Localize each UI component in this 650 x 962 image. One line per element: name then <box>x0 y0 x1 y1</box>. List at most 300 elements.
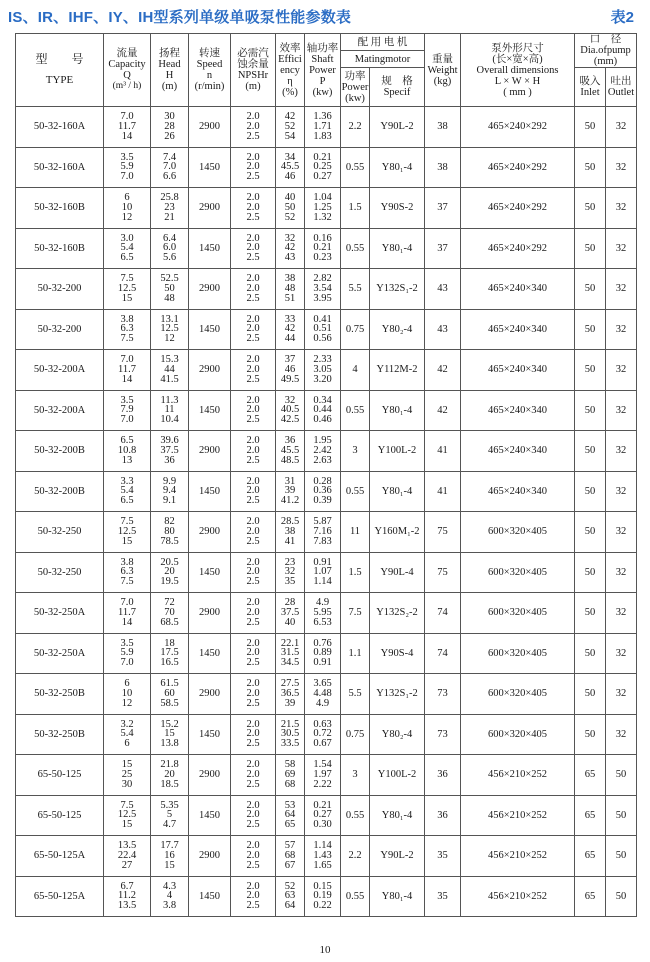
cell-shaft-power-value: 0.67 <box>313 738 332 750</box>
col-head-header: 扬程 Head H (m) <box>151 34 189 107</box>
cell-head-value: 58.5 <box>160 697 179 709</box>
cell-head-value: 13.1 <box>160 313 179 325</box>
table-row <box>16 390 637 431</box>
cell-dimensions: 465×240×340 <box>461 471 575 512</box>
cell-motor-power: 4 <box>341 350 370 391</box>
cell-shaft-power-value: 0.15 <box>313 880 332 892</box>
cell-capacity-value: 14 <box>121 373 133 385</box>
cell-efficiency <box>276 188 305 229</box>
cell-motor-spec: Y90L-2 <box>370 836 425 877</box>
cell-npsh <box>231 795 276 836</box>
cell-capacity-value: 13.5 <box>117 840 137 852</box>
cell-efficiency-value: 51 <box>284 292 296 304</box>
cell-shaft-power <box>305 188 341 229</box>
page-number: 10 <box>319 944 331 956</box>
cell-npsh-value: 2.0 <box>246 404 260 416</box>
cell-inlet: 50 <box>575 633 606 674</box>
cell-efficiency-value: 34 <box>284 151 296 163</box>
cell-shaft-power-value: 0.27 <box>313 809 332 821</box>
cell-weight: 73 <box>425 674 461 715</box>
cell-outlet: 32 <box>606 714 637 755</box>
cell-shaft-power-value: 0.23 <box>313 252 332 264</box>
cell-dimensions: 600×320×405 <box>461 512 575 553</box>
cell-head <box>151 431 189 472</box>
cell-motor-power: 5.5 <box>341 674 370 715</box>
cell-head-value: 61.5 <box>160 678 179 690</box>
cell-shaft-power-value: 3.54 <box>313 282 332 294</box>
cell-efficiency <box>276 593 305 634</box>
cell-type: 50-32-250 <box>16 552 104 593</box>
cell-head-value: 78.5 <box>160 535 179 547</box>
col-motor-power-header: 功率 Power (kw) <box>341 68 370 107</box>
cell-motor-spec: Y80₂-4 <box>370 714 425 755</box>
cell-head <box>151 755 189 796</box>
cell-shaft-power <box>305 552 341 593</box>
cell-shaft-power-value: 0.19 <box>313 890 332 902</box>
cell-outlet: 32 <box>606 269 637 310</box>
cell-efficiency-value: 44 <box>284 333 296 345</box>
cell-capacity-value: 14 <box>121 130 133 142</box>
cell-shaft-power-value: 0.27 <box>313 171 332 183</box>
cell-inlet: 50 <box>575 188 606 229</box>
cell-capacity <box>104 309 151 350</box>
cell-shaft-power <box>305 431 341 472</box>
cell-shaft-power-value: 0.21 <box>313 799 332 811</box>
cell-head <box>151 674 189 715</box>
cell-capacity-value: 15 <box>121 819 133 831</box>
cell-head-value: 9.4 <box>162 485 177 497</box>
cell-inlet: 50 <box>575 593 606 634</box>
cell-type: 50-32-250B <box>16 674 104 715</box>
cell-head-value: 28 <box>164 120 175 132</box>
cell-efficiency <box>276 674 305 715</box>
cell-npsh <box>231 309 276 350</box>
cell-shaft-power-value: 0.21 <box>313 242 332 254</box>
cell-npsh-value: 2.0 <box>246 363 260 375</box>
cell-efficiency-value: 38 <box>284 273 296 285</box>
cell-head-value: 13.8 <box>160 738 179 750</box>
col-type-header: 型 号 TYPE <box>16 34 104 107</box>
cell-efficiency-value: 48 <box>284 282 296 294</box>
table-row <box>16 147 637 188</box>
table-row <box>16 269 637 310</box>
cell-npsh-value: 2.0 <box>246 161 260 173</box>
cell-efficiency-value: 54 <box>284 130 296 142</box>
col-inlet-header: 吸入 Inlet <box>575 68 606 107</box>
cell-capacity-value: 3.8 <box>120 313 134 325</box>
cell-npsh-value: 2.0 <box>246 273 260 285</box>
table-row <box>16 633 637 674</box>
cell-speed: 2900 <box>189 674 231 715</box>
cell-head <box>151 309 189 350</box>
cell-outlet: 32 <box>606 552 637 593</box>
cell-shaft-power-value: 0.76 <box>313 637 332 649</box>
cell-motor-power: 1.1 <box>341 633 370 674</box>
cell-efficiency-value: 40 <box>284 192 296 204</box>
cell-outlet: 32 <box>606 593 637 634</box>
cell-type: 50-32-250A <box>16 593 104 634</box>
cell-capacity-value: 22.4 <box>117 849 137 861</box>
cell-shaft-power-value: 0.63 <box>313 718 332 730</box>
cell-head-value: 41.5 <box>160 373 179 385</box>
cell-npsh <box>231 188 276 229</box>
cell-efficiency-value: 22.1 <box>280 637 300 649</box>
cell-efficiency <box>276 512 305 553</box>
cell-npsh-value: 2.5 <box>246 252 260 264</box>
cell-efficiency-value: 42 <box>284 323 296 335</box>
cell-head-value: 7.4 <box>162 151 177 163</box>
cell-type: 50-32-200B <box>16 431 104 472</box>
cell-outlet: 32 <box>606 228 637 269</box>
cell-shaft-power <box>305 107 341 148</box>
cell-head <box>151 795 189 836</box>
cell-capacity-value: 7.5 <box>120 799 134 811</box>
cell-shaft-power-value: 1.54 <box>313 759 332 771</box>
cell-shaft-power-value: 0.28 <box>313 475 332 487</box>
cell-shaft-power <box>305 350 341 391</box>
cell-npsh <box>231 512 276 553</box>
cell-capacity-value: 11.2 <box>118 890 136 902</box>
cell-dimensions: 600×320×405 <box>461 593 575 634</box>
cell-efficiency-value: 23 <box>284 556 296 568</box>
cell-npsh <box>231 593 276 634</box>
cell-weight: 38 <box>425 147 461 188</box>
cell-shaft-power <box>305 471 341 512</box>
cell-head-value: 39.6 <box>160 435 179 447</box>
cell-shaft-power-value: 1.65 <box>313 859 332 871</box>
table-row <box>16 755 637 796</box>
cell-npsh-value: 2.5 <box>246 535 260 547</box>
cell-dimensions: 465×240×340 <box>461 350 575 391</box>
cell-motor-power: 3 <box>341 755 370 796</box>
cell-efficiency-value: 32 <box>284 232 296 244</box>
cell-speed: 2900 <box>189 755 231 796</box>
cell-capacity-value: 5.9 <box>120 647 134 659</box>
col-diameter-header: 口 径 Dia.ofpump (mm) <box>575 34 637 68</box>
cell-shaft-power-value: 2.33 <box>313 354 332 366</box>
cell-speed: 1450 <box>189 795 231 836</box>
cell-motor-spec: Y90S-4 <box>370 633 425 674</box>
cell-head <box>151 512 189 553</box>
cell-capacity-value: 7.0 <box>120 597 134 609</box>
cell-dimensions: 465×240×340 <box>461 309 575 350</box>
cell-efficiency-value: 31.5 <box>280 647 300 659</box>
cell-head <box>151 390 189 431</box>
cell-shaft-power-value: 5.87 <box>313 516 332 528</box>
cell-type: 50-32-160B <box>16 228 104 269</box>
cell-capacity <box>104 431 151 472</box>
cell-outlet: 50 <box>606 876 637 917</box>
cell-npsh <box>231 755 276 796</box>
cell-npsh-value: 2.0 <box>246 282 260 294</box>
cell-capacity-value: 6.5 <box>120 435 134 447</box>
cell-type: 50-32-250A <box>16 633 104 674</box>
cell-npsh-value: 2.0 <box>246 728 260 740</box>
cell-motor-power: 5.5 <box>341 269 370 310</box>
cell-efficiency-value: 48.5 <box>280 454 300 466</box>
cell-capacity-value: 3.5 <box>120 394 134 406</box>
cell-head-value: 11 <box>164 404 175 416</box>
cell-efficiency <box>276 836 305 877</box>
cell-capacity-value: 5.4 <box>120 728 134 740</box>
cell-head-value: 37.5 <box>160 444 179 456</box>
cell-motor-spec: Y80₁-4 <box>370 876 425 917</box>
cell-capacity <box>104 795 151 836</box>
cell-type: 65-50-125 <box>16 755 104 796</box>
cell-weight: 38 <box>425 107 461 148</box>
col-speed-header: 转速 Speed n (r/min) <box>189 34 231 107</box>
cell-capacity-value: 3.3 <box>120 475 134 487</box>
cell-npsh-value: 2.5 <box>246 130 260 142</box>
cell-capacity-value: 7.0 <box>120 171 134 183</box>
cell-efficiency-value: 31 <box>284 475 296 487</box>
cell-capacity-value: 7.5 <box>120 273 134 285</box>
cell-shaft-power <box>305 593 341 634</box>
cell-head-value: 11.3 <box>160 394 179 406</box>
col-weight-header: 重量 Weight (kg) <box>425 34 461 107</box>
cell-head <box>151 714 189 755</box>
cell-npsh-value: 2.0 <box>246 566 260 578</box>
cell-motor-spec: Y80₁-4 <box>370 390 425 431</box>
cell-npsh-value: 2.0 <box>246 556 260 568</box>
table-row <box>16 593 637 634</box>
cell-npsh-value: 2.0 <box>246 606 260 618</box>
table-row <box>16 876 637 917</box>
cell-npsh <box>231 147 276 188</box>
cell-outlet: 32 <box>606 147 637 188</box>
cell-head-value: 23 <box>164 201 175 213</box>
cell-capacity-value: 11.7 <box>118 120 136 132</box>
cell-motor-spec: Y80₂-4 <box>370 309 425 350</box>
cell-npsh-value: 2.0 <box>246 323 260 335</box>
cell-efficiency <box>276 633 305 674</box>
cell-capacity <box>104 633 151 674</box>
cell-capacity-value: 7.0 <box>120 414 134 426</box>
cell-head-value: 17.5 <box>160 647 179 659</box>
cell-capacity <box>104 836 151 877</box>
cell-weight: 73 <box>425 714 461 755</box>
cell-inlet: 50 <box>575 512 606 553</box>
cell-dimensions: 465×240×340 <box>461 269 575 310</box>
cell-shaft-power-value: 4.9 <box>315 697 330 709</box>
cell-head-value: 19.5 <box>160 576 179 588</box>
cell-type: 65-50-125 <box>16 795 104 836</box>
cell-outlet: 32 <box>606 512 637 553</box>
cell-dimensions: 456×210×252 <box>461 795 575 836</box>
cell-efficiency-value: 68 <box>284 849 296 861</box>
cell-npsh-value: 2.0 <box>246 525 260 537</box>
col-npsh-header: 必需汽 蚀余量 NPSHr (m) <box>231 34 276 107</box>
cell-efficiency-value: 33.5 <box>280 738 300 750</box>
cell-efficiency <box>276 269 305 310</box>
cell-npsh-value: 2.0 <box>246 120 260 132</box>
cell-shaft-power-value: 1.43 <box>313 849 332 861</box>
cell-npsh-value: 2.0 <box>246 201 260 213</box>
cell-capacity-value: 6 <box>124 678 130 690</box>
cell-head-value: 9.9 <box>162 475 177 487</box>
cell-shaft-power <box>305 309 341 350</box>
cell-shaft-power-value: 4.9 <box>315 597 330 609</box>
cell-npsh-value: 2.0 <box>246 718 260 730</box>
cell-npsh-value: 2.0 <box>246 768 260 780</box>
cell-capacity-value: 11.7 <box>118 606 136 618</box>
cell-npsh <box>231 471 276 512</box>
cell-inlet: 65 <box>575 755 606 796</box>
cell-shaft-power-value: 5.95 <box>313 606 332 618</box>
cell-capacity-value: 12 <box>121 697 133 709</box>
cell-shaft-power-value: 2.42 <box>313 444 332 456</box>
cell-capacity-value: 12.5 <box>117 525 137 537</box>
cell-shaft-power <box>305 836 341 877</box>
cell-efficiency-value: 45.5 <box>280 161 300 173</box>
cell-weight: 43 <box>425 309 461 350</box>
cell-motor-spec: Y80₁-4 <box>370 795 425 836</box>
cell-efficiency-value: 34.5 <box>280 657 300 669</box>
cell-shaft-power <box>305 269 341 310</box>
cell-inlet: 50 <box>575 552 606 593</box>
cell-weight: 42 <box>425 390 461 431</box>
cell-capacity-value: 6.5 <box>120 495 134 507</box>
cell-shaft-power-value: 0.51 <box>313 323 332 335</box>
cell-npsh <box>231 350 276 391</box>
cell-capacity-value: 7.5 <box>120 516 134 528</box>
cell-efficiency-value: 28 <box>284 597 296 609</box>
cell-capacity <box>104 390 151 431</box>
cell-dimensions: 456×210×252 <box>461 836 575 877</box>
cell-capacity-value: 3.5 <box>120 637 134 649</box>
table-row <box>16 836 637 877</box>
cell-head <box>151 350 189 391</box>
cell-efficiency-value: 58 <box>284 759 296 771</box>
cell-efficiency-value: 52 <box>284 211 296 223</box>
cell-capacity-value: 25 <box>121 768 133 780</box>
cell-head-value: 20.5 <box>160 556 179 568</box>
cell-head-value: 52.5 <box>160 273 179 285</box>
cell-weight: 42 <box>425 350 461 391</box>
cell-capacity-value: 6.7 <box>120 880 134 892</box>
cell-speed: 1450 <box>189 390 231 431</box>
cell-type: 50-32-200A <box>16 390 104 431</box>
cell-dimensions: 465×240×292 <box>461 228 575 269</box>
cell-weight: 74 <box>425 593 461 634</box>
cell-npsh-value: 2.0 <box>246 687 260 699</box>
cell-motor-power: 0.55 <box>341 390 370 431</box>
cell-capacity <box>104 755 151 796</box>
cell-capacity <box>104 876 151 917</box>
cell-npsh-value: 2.5 <box>246 697 260 709</box>
cell-speed: 2900 <box>189 431 231 472</box>
cell-motor-power: 11 <box>341 512 370 553</box>
cell-efficiency-value: 69 <box>284 768 296 780</box>
cell-motor-spec: Y90S-2 <box>370 188 425 229</box>
cell-npsh-value: 2.5 <box>246 859 260 871</box>
cell-capacity-value: 3.5 <box>120 151 134 163</box>
cell-capacity-value: 15 <box>121 535 133 547</box>
cell-speed: 1450 <box>189 309 231 350</box>
cell-capacity-value: 10 <box>121 201 133 213</box>
cell-outlet: 32 <box>606 188 637 229</box>
table-row <box>16 714 637 755</box>
cell-head <box>151 228 189 269</box>
cell-motor-power: 0.55 <box>341 228 370 269</box>
cell-head-value: 4 <box>166 890 173 902</box>
cell-head-value: 68.5 <box>160 616 179 628</box>
cell-capacity-value: 27 <box>121 859 133 871</box>
table-body <box>16 107 637 917</box>
cell-head-value: 25.8 <box>160 192 179 204</box>
cell-outlet: 32 <box>606 309 637 350</box>
cell-head-value: 80 <box>164 525 175 537</box>
col-motor-en-header: Matingmotor <box>341 51 425 68</box>
cell-npsh-value: 2.5 <box>246 900 260 912</box>
cell-head-value: 48 <box>164 292 175 304</box>
cell-motor-power: 0.55 <box>341 147 370 188</box>
cell-head-value: 18.5 <box>160 778 179 790</box>
cell-capacity-value: 3.8 <box>120 556 134 568</box>
cell-shaft-power-value: 0.22 <box>313 900 332 912</box>
cell-speed: 2900 <box>189 512 231 553</box>
cell-motor-spec: Y90L-4 <box>370 552 425 593</box>
cell-shaft-power-value: 1.04 <box>313 192 332 204</box>
cell-npsh-value: 2.0 <box>246 151 260 163</box>
cell-npsh-value: 2.0 <box>246 647 260 659</box>
cell-efficiency-value: 46 <box>284 363 296 375</box>
cell-shaft-power <box>305 633 341 674</box>
cell-npsh-value: 2.5 <box>246 616 260 628</box>
cell-head-value: 5 <box>166 809 173 821</box>
cell-capacity-value: 6.3 <box>120 566 134 578</box>
cell-dimensions: 465×240×292 <box>461 188 575 229</box>
cell-shaft-power-value: 4.48 <box>313 687 332 699</box>
cell-head <box>151 876 189 917</box>
cell-capacity-value: 15 <box>121 759 133 771</box>
cell-efficiency-value: 64 <box>284 900 296 912</box>
cell-head-value: 7.0 <box>162 161 177 173</box>
cell-shaft-power-value: 1.71 <box>313 120 332 132</box>
cell-head-value: 16.5 <box>160 657 179 669</box>
cell-dimensions: 600×320×405 <box>461 714 575 755</box>
cell-head-value: 12.5 <box>160 323 179 335</box>
cell-npsh <box>231 431 276 472</box>
cell-shaft-power <box>305 228 341 269</box>
cell-efficiency-value: 52 <box>284 880 296 892</box>
cell-shaft-power-value: 0.46 <box>313 414 332 426</box>
cell-npsh-value: 2.0 <box>246 232 260 244</box>
cell-motor-power: 0.55 <box>341 471 370 512</box>
cell-npsh-value: 2.0 <box>246 394 260 406</box>
cell-capacity-value: 10 <box>121 687 133 699</box>
cell-shaft-power-value: 0.56 <box>313 333 332 345</box>
cell-efficiency <box>276 390 305 431</box>
cell-efficiency-value: 33 <box>284 313 296 325</box>
cell-weight: 37 <box>425 188 461 229</box>
cell-motor-spec: Y160M₁-2 <box>370 512 425 553</box>
cell-shaft-power-value: 2.22 <box>313 778 332 790</box>
cell-speed: 1450 <box>189 876 231 917</box>
cell-npsh <box>231 876 276 917</box>
cell-shaft-power-value: 1.14 <box>313 576 332 588</box>
cell-shaft-power-value: 3.65 <box>313 678 332 690</box>
cell-motor-power: 3 <box>341 431 370 472</box>
cell-npsh-value: 2.0 <box>246 637 260 649</box>
cell-head-value: 12 <box>164 333 175 345</box>
cell-capacity <box>104 512 151 553</box>
cell-head-value: 60 <box>164 687 175 699</box>
cell-type: 50-32-160A <box>16 107 104 148</box>
cell-efficiency-value: 32 <box>284 394 296 406</box>
table-row <box>16 188 637 229</box>
cell-head-value: 6.4 <box>162 232 177 244</box>
